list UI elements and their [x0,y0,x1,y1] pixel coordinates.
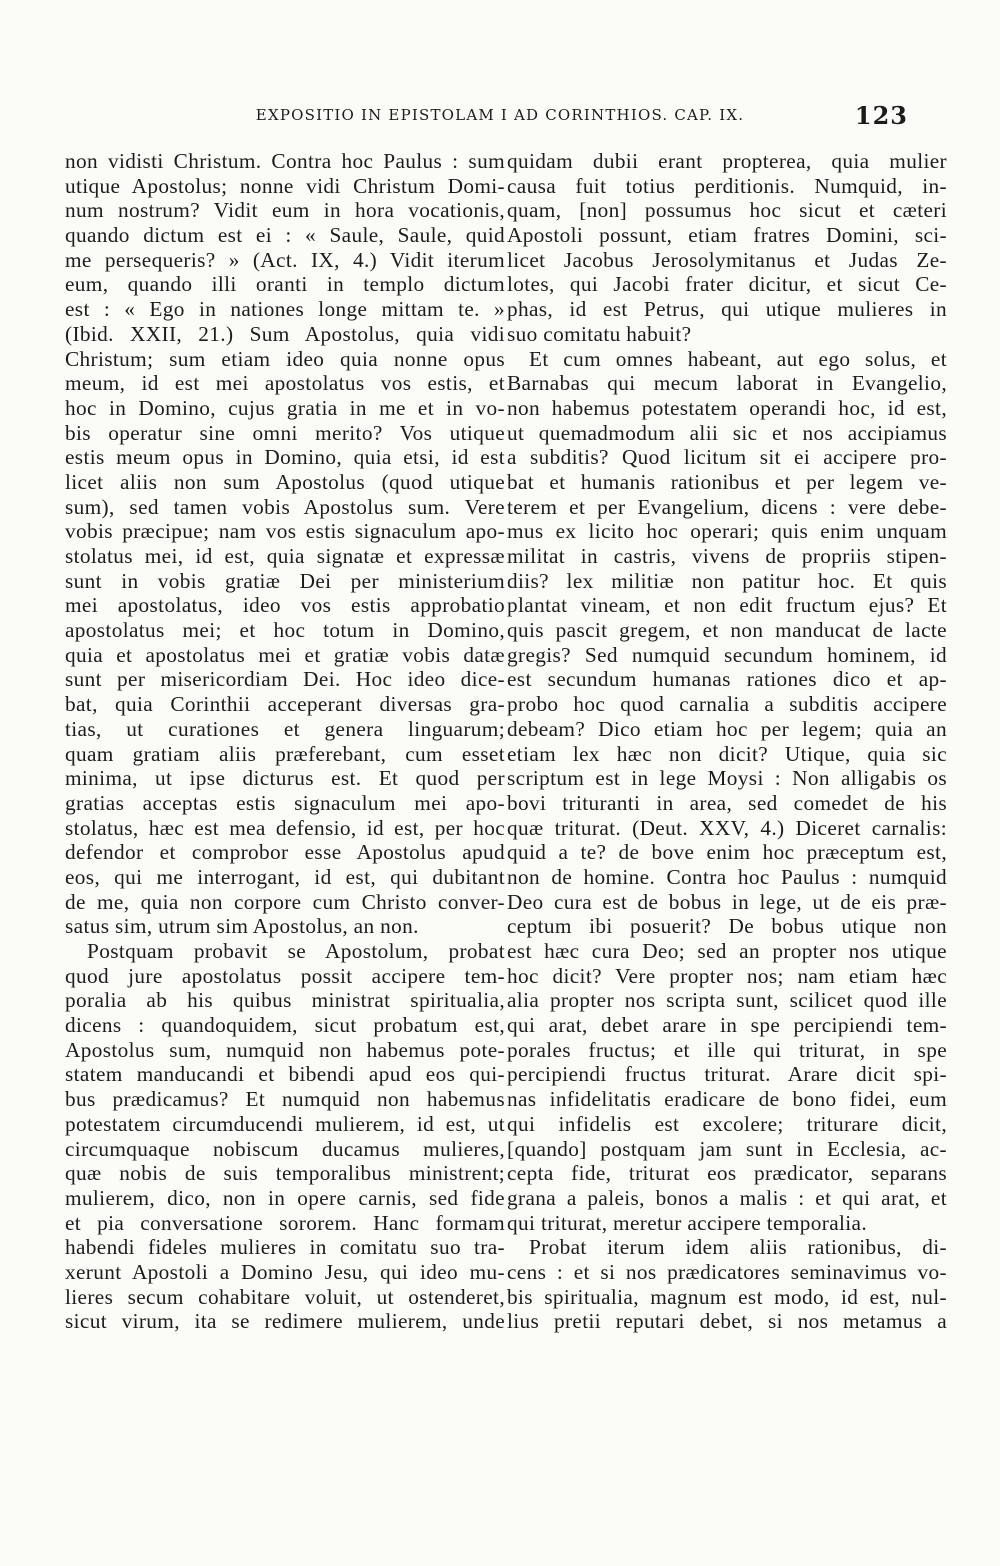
text-line: bat, quia Corinthii acceperant diversas gra- [65,692,505,717]
text-line: Probat iterum idem aliis rationibus, di- [529,1235,947,1260]
text-line: porales fructus; et ille qui triturat, in spe [507,1037,947,1062]
text-line: quæ triturat. (Deut. XXV, 4.) Diceret carnalis: [507,815,947,840]
text-line: stolatus mei, id est, quia signatæ et expressæ [65,544,505,568]
text-line: stolatus, hæc est mea defensio, id est, per hoc [65,815,505,840]
text-line: dicens : quandoquidem, sicut probatum est, [65,1013,505,1038]
text-line: suo comitatu habuit? [507,321,692,346]
text-line: lius pretii reputari debet, si nos metamus a [507,1309,947,1334]
text-line: sunt per misericordiam Dei. Hoc ideo dice- [65,667,505,692]
text-line: diis? lex militiæ non patitur hoc. Et quis [507,568,947,593]
text-line: estis meum opus in Domino, quia etsi, id est [65,445,505,470]
text-line: defendor et comprobor esse Apostolus apud [65,840,505,865]
text-line: et pia conversatione sororem. Hanc formam [65,1210,505,1235]
text-line: lieres secum cohabitare voluit, ut ostenderet, [65,1284,505,1309]
running-head [0,103,1000,133]
text-line: potestatem circumducendi mulierem, id est, ut [65,1111,505,1136]
text-line: est secundum humanas rationes dico et ap- [507,667,947,692]
text-line: apostolatus mei; et hoc totum in Domino, [65,618,505,643]
text-line: cens : et si nos prædicatores seminavimus vo- [507,1259,947,1284]
text-line: Postquam probavit se Apostolum, probat [87,939,505,963]
text-line: quod jure apostolatus possit accipere tem- [65,963,505,988]
text-line: quæ nobis de suis temporalibus ministrent; [65,1161,505,1186]
text-line: statem manducandi et bibendi apud eos qui- [65,1062,505,1087]
text-line: eum, quando illi oranti in templo dictum [65,272,505,297]
text-line: habendi fideles mulieres in comitatu suo tra- [65,1235,505,1260]
text-line: quam, [non] possumus hoc sicut et cæteri [507,198,947,223]
text-line: Et cum omnes habeant, aut ego solus, et [529,346,947,371]
text-line: circumquaque nobiscum ducamus mulieres, [65,1136,505,1161]
right-column [507,149,947,1369]
text-line: percipiendi fructus triturat. Arare dicit spi- [507,1062,947,1087]
text-line: quando dictum est ei : « Saule, Saule, quid [65,223,505,248]
text-line: sum), sed tamen vobis Apostolus sum. Vere [65,494,505,519]
text-line: est : « Ego in nationes longe mittam te. » [65,297,505,322]
text-line: hoc dicit? Vere propter nos; nam etiam hæc [507,963,947,988]
text-line: Deo cura est de bobus in lege, ut de eis præ- [507,889,947,914]
text-line: quis pascit gregem, et non manducat de lacte [507,618,947,643]
text-line: probo hoc quod carnalia a subditis accipere [507,692,947,717]
text-line: sunt in vobis gratiæ Dei per ministerium [65,568,505,593]
text-line: bus prædicamus? Et numquid non habemus [65,1087,505,1112]
text-line: mulierem, dico, non in opere carnis, sed fide [65,1185,505,1210]
text-line: causa fuit totius perditionis. Numquid, in- [507,173,947,198]
text-line: meum, id est mei apostolatus vos estis, et [65,371,505,396]
text-line: nas infidelitatis eradicare de bono fidei, eum [507,1087,947,1112]
text-line: non vidisti Christum. Contra hoc Paulus : sum [65,149,505,173]
text-line: Barnabas qui mecum laborat in Evangelio, [507,371,947,396]
text-line: non habemus potestatem operandi hoc, id est, [507,395,947,420]
text-line: quam gratiam aliis præferebant, cum esset [65,741,505,766]
text-line: bis spiritualia, magnum est modo, id est, nul- [507,1284,947,1309]
left-column [65,149,505,1369]
text-line: [quando] postquam jam sunt in Ecclesia, ac- [507,1136,947,1161]
text-line: quidam dubii erant propterea, quia mulier [507,149,947,173]
text-line: quia et apostolatus mei et gratiæ vobis datæ [65,642,505,667]
text-line: sicut virum, ita se redimere mulierem, unde [65,1309,505,1334]
running-title: EXPOSITIO IN EPISTOLAM I AD CORINTHIOS. CAP. IX. [255,106,745,124]
text-line: est hæc cura Deo; sed an propter nos utique [507,939,947,963]
text-line: bat et humanis rationibus et per legem ve- [507,469,947,494]
text-line: a subditis? Quod licitum sit ei accipere pro- [507,445,947,470]
page-number: 123 [854,101,908,130]
text-line: non de homine. Contra hoc Paulus : numquid [507,864,947,889]
text-line: licet aliis non sum Apostolus (quod utique [65,469,505,494]
text-line: gratias acceptas estis signaculum mei apo- [65,790,505,815]
text-line: mus ex licito hoc operari; quis enim unquam [507,519,947,544]
text-line: (Ibid. XXII, 21.) Sum Apostolus, quia vidi [65,321,505,346]
text-line: hoc in Domino, cujus gratia in me et in vo- [65,395,505,420]
text-line: debeam? Dico etiam hoc per legem; quia an [507,716,947,741]
text-line: tias, ut curationes et genera linguarum; [65,716,505,741]
text-line: militat in castris, vivens de propriis stipen- [507,544,947,568]
text-line: bis operatur sine omni merito? Vos utique [65,420,505,445]
text-line: num nostrum? Vidit eum in hora vocationis, [65,198,505,223]
text-line: me persequeris? » (Act. IX, 4.) Vidit iterum [65,247,505,272]
text-line: licet Jacobus Jerosolymitanus et Judas Ze- [507,247,947,272]
text-line: terem et per Evangelium, dicens : vere debe- [507,494,947,519]
text-line: Apostoli possunt, etiam fratres Domini, sci- [507,223,947,248]
text-line: ceptum ibi posuerit? De bobus utique non [507,914,947,939]
text-line: qui infidelis est excolere; triturare dicit, [507,1111,947,1136]
text-line: minima, ut ipse dicturus est. Et quod per [65,766,505,791]
text-line: cepta fide, triturat eos prædicator, separans [507,1161,947,1186]
text-line: xerunt Apostoli a Domino Jesu, qui ideo mu- [65,1259,505,1284]
text-line: qui triturat, meretur accipere temporalia. [507,1210,868,1235]
text-line: alia propter nos scripta sunt, scilicet quod ille [507,988,947,1013]
text-line: ut quemadmodum alii sic et nos accipiamus [507,420,947,445]
text-line: grana a paleis, bonos a malis : et qui arat, et [507,1185,947,1210]
text-line: mei apostolatus, ideo vos estis approbatio [65,593,505,618]
text-line: eos, qui me interrogant, id est, qui dubitant [65,864,505,889]
text-line: qui arat, debet arare in spe percipiendi tem- [507,1013,947,1038]
text-line: Apostolus sum, numquid non habemus pote- [65,1037,505,1062]
text-line: Christum; sum etiam ideo quia nonne opus [65,346,505,371]
text-line: plantat vineam, et non edit fructum ejus? Et [507,593,947,618]
text-line: scriptum est in lege Moysi : Non alligabis os [507,766,947,791]
text-line: vobis præcipue; nam vos estis signaculum apo- [65,519,505,544]
text-line: poralia ab his quibus ministrat spiritualia, [65,988,505,1013]
text-line: lotes, qui Jacobi frater dicitur, et sicut Ce- [507,272,947,297]
text-line: bovi trituranti in area, sed comedet de his [507,790,947,815]
text-line: satus sim, utrum sim Apostolus, an non. [65,914,419,939]
text-line: quid a te? de bove enim hoc præceptum est, [507,840,947,865]
text-line: phas, id est Petrus, qui utique mulieres in [507,297,947,322]
text-line: etiam lex hæc non dicit? Utique, quia sic [507,741,947,766]
text-line: gregis? Sed numquid secundum hominem, id [507,642,947,667]
text-line: de me, quia non corpore cum Christo conver- [65,889,505,914]
text-line: utique Apostolus; nonne vidi Christum Domi- [65,173,505,198]
